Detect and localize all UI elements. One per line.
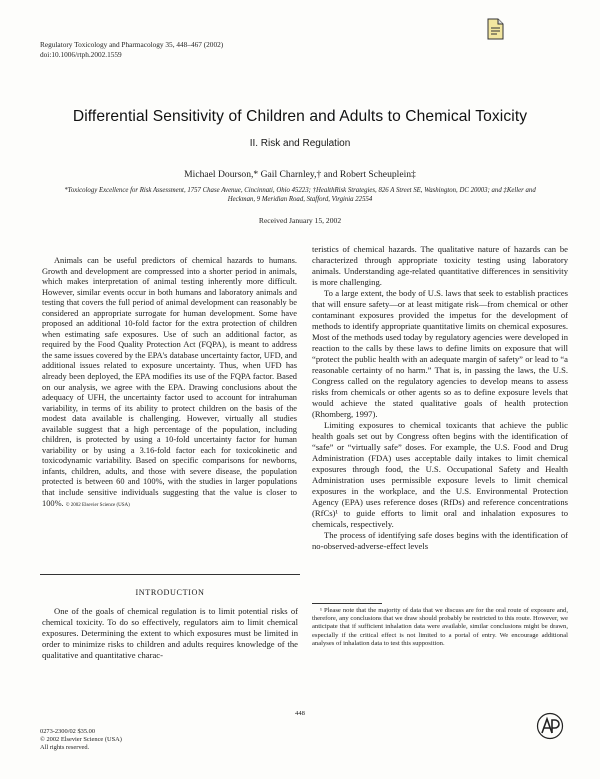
- footnote-divider: [312, 603, 382, 604]
- journal-citation: Regulatory Toxicology and Pharmacology 35, 448–467 (2002): [40, 40, 224, 49]
- abstract-copyright: © 2002 Elsevier Science (USA): [65, 502, 130, 508]
- right-paragraph-4: The process of identifying safe doses begins with the identification of no-observed-adverse-effect levels: [312, 530, 568, 551]
- journal-header: [40, 40, 223, 59]
- introduction-text: [42, 606, 298, 661]
- right-paragraph-1: teristics of chemical hazards. The qualitative nature of hazards can be characterized through appropriate toxicity testing using laboratory animals. Understanding age-related quantitative differences in sensitivity is more challenging.: [312, 244, 568, 287]
- affiliations: *Toxicology Excellence for Risk Assessment, 1757 Chase Avenue, Cincinnati, Ohio 45223; †HealthRisk Strategies, 826 A Street SE, Washington, DC 20003; and ‡Keller and Heckman, 9 Meridian Road, Stafford, Virginia 22554: [64, 187, 536, 203]
- rights-statement: All rights reserved.: [40, 744, 90, 752]
- abstract-text: Animals can be useful predictors of chemical hazards to humans. Growth and development are compressed into a shorter period in animals, which makes interpretation of animal testing inherently more difficult. However, similar events occur in both humans and laboratory animals and testing that covers the full period of animal development can reasonably be considered an appropriate surrogate for human development. Some have proposed an additional 10-fold factor for the extra protection of children when estimating safe exposures. Use of such an additional factor, as required by the Food Quality Protection Act (FQPA), is meant to address the same issues covered by the EPA's database uncertainty factor, UFD, and additional issues related to exposure uncertainty. Thus, when UFD has already been deployed, the EPA modifies its use of the FQPA factor. Based on our analysis, we agree with the EPA. Drawing conclusions about the adequacy of UFH, the uncertainty factor used to account for intrahuman variability, in terms of its ability to protect children on the basis of the modest data available is challenging. However, virtually all studies available suggest that a high percentage of the population, including children, is protected by using a 10-fold uncertainty factor for human variability or by using a 3.16-fold factor each for toxicokinetic and toxicodynamic variability. Based on specific comparisons for newborns, infants, children, adults, and those with severe disease, the population protected is between 60 and 100%, with the studies in larger populations that include sensitive individuals suggesting that the value is closer to 100%.: [42, 256, 297, 508]
- issn-price: 0273-2300/02 $35.00: [40, 728, 96, 735]
- imprint-copyright: © 2002 Elsevier Science (USA): [40, 736, 122, 744]
- article-subtitle: II. Risk and Regulation: [249, 138, 351, 149]
- intro-paragraph: One of the goals of chemical regulation is to limit potential risks of chemical toxicity. To do so effectively, regulators aim to limit chemical exposures. Determining the extent to which exposures must be limited in order to minimize risks to children and adults requires knowledge of the qualitative and quantitative charac-: [42, 606, 298, 660]
- abstract: [42, 256, 297, 511]
- right-paragraph-3: Limiting exposures to chemical toxicants that achieve the public health goals set out by Congress often begins with the identification of “safe” or “virtually safe” doses. For example, the U.S. Food and Drug Administration (FDA) uses acceptable daily intakes to limit chemical exposures through food, the U.S. Occupational Safety and Health Administration uses permissible exposure levels to limit chemical exposures in the workplace, and the U.S. Environmental Protection Agency (EPA) uses reference doses (RfDs) and reference concentrations (RfCs)¹ to guide efforts to limit oral and inhalation exposures to chemicals, respectively.: [312, 420, 568, 529]
- right-paragraph-2: To a large extent, the body of U.S. laws that seek to establish practices that will ensure safety—or at least mitigate risk—from chemical or other contaminant exposures provided the impetus for the development of methods to identify appropriate quantitative limits on chemical exposures. Most of the methods used today by regulatory agencies were developed in reaction to the calls by these laws to define limits on exposure that will “protect the public health with an adequate margin of safety” or lead to “a reasonable certainty of no harm.” That is, in passing the laws, the U.S. Congress called on the regulatory agencies to develop means to assess risks from chemicals or other agents so as to define exposure levels that would achieve the stated qualitative goals of health protection (Rhomberg, 1997).: [312, 288, 568, 419]
- ap-logo-icon: [536, 712, 564, 740]
- right-column: [312, 244, 568, 552]
- page-number: 448: [295, 710, 305, 717]
- footnote: [312, 607, 568, 648]
- author-list: Michael Dourson,* Gail Charnley,† and Robert Scheuplein‡: [184, 169, 416, 180]
- abstract-divider: [40, 574, 300, 575]
- doi[interactable]: doi:10.1006/rtph.2002.1559: [40, 49, 122, 59]
- section-heading-introduction: INTRODUCTION: [135, 588, 205, 597]
- article-title: Differential Sensitivity of Children and Adults to Chemical Toxicity: [72, 108, 528, 125]
- publisher-imprint: [40, 728, 122, 753]
- document-icon[interactable]: [487, 18, 504, 40]
- footnote-text: ¹ Please note that the majority of data that we discuss are for the oral route of exposure and, therefore, any conclusions that we draw should probably be restricted to this route. However, we anticipate that if sufficient inhalation data were available, similar conclusions might be drawn, especially if the critical effect is not limited to a portal of entry. We encourage additional analyses of inhalation data to test this supposition.: [312, 607, 568, 647]
- received-date: Received January 15, 2002: [258, 216, 342, 225]
